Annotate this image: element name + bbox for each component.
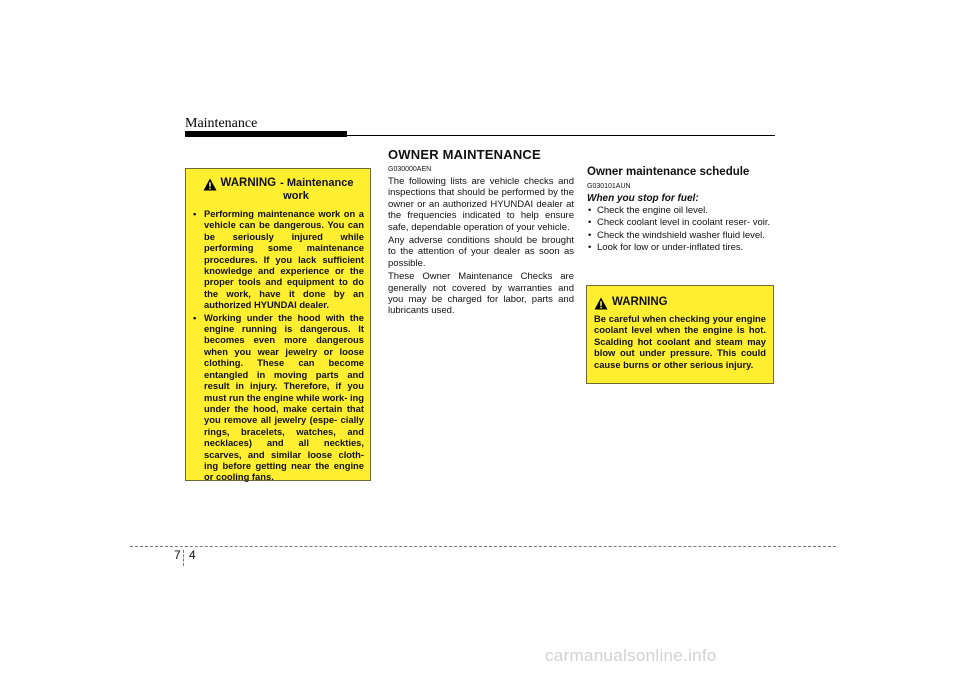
schedule-column (587, 165, 774, 255)
check-item: • Check coolant level in coolant reser- voir. (587, 217, 774, 228)
check-item: • Check the windshield washer fluid level. (587, 230, 774, 241)
doc-code: G030101AUN (587, 183, 631, 190)
paragraph: These Owner Maintenance Checks are generally not covered by warranties and you may be charged for labor, parts and lubricants used. (388, 271, 574, 317)
check-list (587, 205, 774, 254)
warning-item: • Working under the hood with the engine running is dangerous. It becomes even more dangerous when you wear jewelry or loose clothing. These can become entangled in moving parts and result in injury. Therefore, if you must run the engine while work- ing under the hood, make certain that you remove all jewelry (espe- cially rings, bracelets, watches, and necklaces) and all neckties, scarves, and similar loose cloth- ing before getting near the engine or cooling fans. (192, 312, 364, 483)
warning-item: • Performing maintenance work on a vehicle can be dangerous. You can be seriously injured while performing some maintenance procedures. If you lack sufficient knowledge and experience or the proper tools and equipment to do the work, have it done by an authorized HYUNDAI dealer. (192, 208, 364, 311)
section-heading: OWNER MAINTENANCE (388, 147, 541, 162)
page-number-separator (183, 550, 184, 566)
paragraph: The following lists are vehicle checks and inspections that should be performed by the owner or an authorized HYUNDAI dealer at the frequencies indicated to help ensure safe, dependable operation of your vehicle. (388, 176, 574, 233)
schedule-heading: Owner maintenance schedule (587, 166, 750, 178)
check-item: • Look for low or under-inflated tires. (587, 242, 774, 253)
watermark: carmanualsonline.info (545, 646, 717, 665)
page-number: 4 (189, 548, 196, 562)
check-item: • Check the engine oil level. (587, 205, 774, 216)
warning-title: WARNING (220, 177, 277, 189)
chapter-number: 7 (174, 548, 181, 562)
header-rule (185, 135, 775, 136)
paragraph: Any adverse conditions should be brought to the attention of your dealer as soon as possible. (388, 235, 574, 269)
warning-triangle-icon (594, 297, 608, 310)
warning-box-maintenance (185, 168, 371, 481)
footer-rule (130, 546, 836, 547)
warning-list (192, 208, 364, 483)
warning-title: WARNING (612, 296, 668, 308)
warning-triangle-icon (203, 178, 217, 191)
page-header-title: Maintenance (185, 116, 258, 131)
warning-subtitle-cont: work (283, 190, 309, 202)
warning-subtitle: - Maintenance (280, 177, 354, 189)
schedule-subtitle: When you stop for fuel: (587, 193, 699, 204)
warning-title-row (192, 177, 364, 191)
warning-title-row (594, 296, 766, 310)
warning-box-coolant (586, 285, 774, 384)
header-accent-bar (185, 131, 347, 137)
intro-column (388, 165, 574, 319)
warning-text: Be careful when checking your engine coolant level when the engine is hot. Scalding hot coolant and steam may blow out under pressure. This could cause burns or other serious injury. (594, 313, 766, 370)
doc-code: G030000AEN (388, 166, 432, 173)
